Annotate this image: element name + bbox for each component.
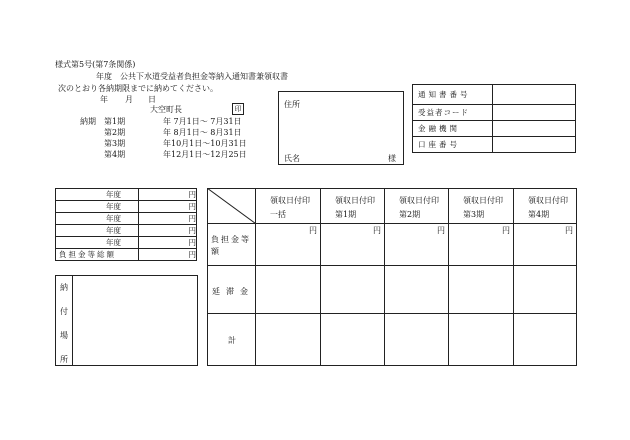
- yen-unit: 円: [139, 225, 197, 237]
- info-label: 口座番号: [413, 137, 493, 153]
- yen-unit: 円: [139, 249, 197, 261]
- receipt-col-header-line1: 領収日付印: [399, 196, 439, 205]
- receipt-table: [207, 188, 577, 366]
- notice-info-table: [412, 84, 576, 153]
- date-year-label: 年: [100, 95, 108, 104]
- mayor-name: 大空町長: [150, 105, 182, 114]
- receipt-col-header-line2: 第2期: [399, 210, 421, 219]
- info-row-notice-number: [413, 85, 576, 105]
- year-label-cell: [56, 213, 139, 225]
- yen-unit: 円: [139, 213, 197, 225]
- year-label: 年度: [106, 238, 121, 247]
- period-1-name: 第1期: [104, 117, 126, 126]
- form-title: 年度 公共下水道受益者負担金等納入通知書兼領収書: [96, 72, 288, 81]
- receipt-col-header-line1: 領収日付印: [335, 196, 375, 205]
- yen-unit: 円: [139, 189, 197, 201]
- info-value: [493, 121, 576, 137]
- receipt-grid-lines: [207, 188, 577, 366]
- seal-box: 印: [232, 103, 244, 115]
- payment-place-char: 場: [60, 331, 68, 340]
- year-label-cell: [56, 225, 139, 237]
- date-month-label: 月: [125, 95, 133, 104]
- receipt-col-header-line1: 領収日付印: [528, 196, 568, 205]
- row-label-total: 計: [228, 336, 236, 345]
- honorific-label: 様: [388, 154, 396, 163]
- header-diagonal-line: [207, 188, 256, 224]
- period-3-range: 年10月1日～10月31日: [163, 139, 247, 148]
- payment-place-char: 付: [60, 307, 68, 316]
- info-value: [493, 137, 576, 153]
- info-value: [493, 105, 576, 121]
- year-label-cell: [56, 201, 139, 213]
- year-label: 年度: [106, 190, 121, 199]
- period-1-range: 年 7月1日～ 7月31日: [163, 117, 242, 126]
- info-value: [493, 85, 576, 105]
- year-amount-table: [55, 188, 197, 261]
- period-4-range: 年12月1日～12月25日: [163, 150, 247, 159]
- instruction-text: 次のとおり各納期限までに納めてください。: [58, 84, 218, 93]
- receipt-col-header-line2: 第3期: [463, 210, 485, 219]
- info-row-beneficiary-code: [413, 105, 576, 121]
- year-row: [56, 189, 197, 201]
- info-row-bank: [413, 121, 576, 137]
- year-row: [56, 213, 197, 225]
- period-2-range: 年 8月1日～ 8月31日: [163, 128, 242, 137]
- receipt-col-header-line1: 領収日付印: [463, 196, 503, 205]
- year-label: 年度: [106, 226, 121, 235]
- total-row: [56, 249, 197, 261]
- yen-unit: 円: [565, 226, 573, 235]
- year-label: 年度: [106, 214, 121, 223]
- info-label: 通知書番号: [413, 85, 493, 105]
- form-number: 様式第5号(第7条関係): [55, 60, 136, 69]
- address-box: [278, 91, 404, 165]
- payment-place-char: 納: [60, 283, 68, 292]
- payment-place-box: [55, 275, 198, 366]
- year-row: [56, 237, 197, 249]
- row-label-late-fee: 延滞金: [212, 287, 254, 296]
- yen-unit: 円: [139, 201, 197, 213]
- row-label-burden-amount: 負担金等額: [211, 235, 251, 256]
- receipt-col-header-line2: 第4期: [528, 210, 550, 219]
- receipt-col-header-line2: 第1期: [335, 210, 357, 219]
- receipt-col-header-line2: 一括: [270, 210, 286, 219]
- payment-place-char: 所: [60, 355, 68, 364]
- payment-place-label-column: [56, 276, 73, 365]
- info-label: 金融機関: [413, 121, 493, 137]
- year-row: [56, 201, 197, 213]
- yen-unit: 円: [309, 226, 317, 235]
- info-row-account-number: [413, 137, 576, 153]
- total-label: 負担金等総額: [56, 249, 139, 261]
- yen-unit: 円: [139, 237, 197, 249]
- year-label-cell: [56, 189, 139, 201]
- name-label: 氏名: [284, 154, 300, 163]
- period-2-name: 第2期: [104, 128, 126, 137]
- info-label: 受益者コード: [413, 105, 493, 121]
- yen-unit: 円: [437, 226, 445, 235]
- address-label: 住所: [284, 100, 300, 109]
- periods-label: 納期: [80, 117, 96, 126]
- period-3-name: 第3期: [104, 139, 126, 148]
- yen-unit: 円: [373, 226, 381, 235]
- yen-unit: 円: [502, 226, 510, 235]
- period-4-name: 第4期: [104, 150, 126, 159]
- year-label-cell: [56, 237, 139, 249]
- year-label: 年度: [106, 202, 121, 211]
- year-row: [56, 225, 197, 237]
- date-day-label: 日: [148, 95, 156, 104]
- receipt-col-header-line1: 領収日付印: [270, 196, 310, 205]
